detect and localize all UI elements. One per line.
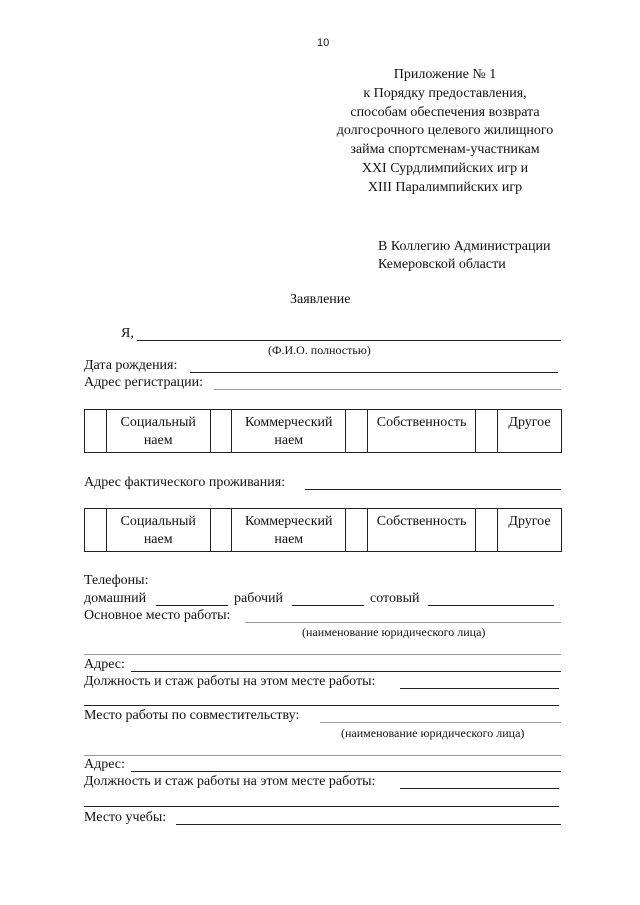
secondary-job-address-input-line[interactable]	[131, 771, 561, 772]
main-job-hint: (наименование юридического лица)	[302, 625, 486, 639]
home-phone-input-line[interactable]	[156, 605, 228, 606]
secondary-job-extra-line[interactable]	[84, 755, 561, 756]
fio-input-line[interactable]	[137, 340, 561, 341]
document-title: Заявление	[290, 292, 351, 307]
option-other	[498, 410, 562, 453]
checkbox-other[interactable]	[476, 509, 498, 552]
home-phone-label: домашний	[84, 591, 147, 606]
fio-hint: (Ф.И.О. полностью)	[268, 343, 371, 357]
main-job-label: Основное место работы:	[84, 608, 231, 623]
checkbox-other[interactable]	[476, 410, 498, 453]
checkbox-ownership[interactable]	[346, 509, 368, 552]
registration-housing-table	[84, 409, 562, 453]
secondary-job-position-input-line[interactable]	[400, 788, 559, 789]
checkbox-commercial-rent[interactable]	[210, 410, 232, 453]
appendix-line: Приложение № 1	[393, 67, 497, 82]
actual-housing-table	[84, 508, 562, 552]
addressee-block	[378, 238, 550, 274]
main-job-address-label: Адрес:	[84, 657, 125, 672]
secondary-job-position-extra-line[interactable]	[84, 806, 559, 807]
appendix-line: долгосрочного целевого жилищного	[336, 123, 554, 139]
addressee-line: Кемеровской области	[378, 257, 506, 272]
mobile-phone-label: сотовый	[370, 591, 420, 606]
checkbox-ownership[interactable]	[346, 410, 368, 453]
appendix-block	[300, 66, 590, 198]
checkbox-commercial-rent[interactable]	[210, 509, 232, 552]
appendix-line: XIII Паралимпийских игр	[367, 179, 523, 195]
phones-label: Телефоны:	[84, 573, 149, 588]
secondary-job-input-line[interactable]	[320, 722, 561, 723]
birth-date-input-line[interactable]	[190, 372, 558, 373]
main-job-input-line[interactable]	[245, 622, 561, 623]
option-label: Другое	[508, 415, 551, 430]
secondary-job-hint: (наименование юридического лица)	[341, 726, 525, 740]
main-job-position-label: Должность и стаж работы на этом месте работы:	[84, 674, 376, 689]
main-job-address-input-line[interactable]	[131, 671, 561, 672]
mobile-phone-input-line[interactable]	[428, 605, 554, 606]
option-label: Собственность	[376, 415, 467, 430]
actual-address-label: Адрес фактического проживания:	[84, 475, 286, 490]
appendix-line: способам обеспечения возврата	[350, 104, 540, 120]
option-other	[498, 509, 562, 552]
appendix-line: XXI Сурдлимпийских игр и	[361, 160, 529, 176]
secondary-job-label: Место работы по совместительству:	[84, 708, 300, 723]
secondary-job-address-label: Адрес:	[84, 757, 125, 772]
addressee-line: В Коллегию Администрации	[378, 239, 551, 254]
work-phone-input-line[interactable]	[292, 605, 364, 606]
option-label: Собственность	[376, 514, 467, 529]
study-place-label: Место учебы:	[84, 810, 167, 825]
page-number: 10	[317, 37, 330, 49]
birth-date-label: Дата рождения:	[84, 358, 178, 373]
option-social-rent	[106, 509, 210, 552]
option-label: Социальный наем	[120, 514, 196, 547]
option-label: Коммерческий наем	[244, 514, 333, 547]
main-job-position-input-line[interactable]	[400, 688, 559, 689]
checkbox-social-rent[interactable]	[85, 509, 107, 552]
option-label: Социальный наем	[120, 415, 196, 448]
registration-address-input-line[interactable]	[214, 389, 561, 390]
secondary-job-position-label: Должность и стаж работы на этом месте работы:	[84, 774, 376, 789]
study-place-input-line[interactable]	[176, 824, 561, 825]
actual-address-input-line[interactable]	[305, 489, 561, 490]
checkbox-social-rent[interactable]	[85, 410, 107, 453]
option-ownership	[368, 509, 476, 552]
i-label: Я,	[121, 326, 134, 341]
option-label: Коммерческий наем	[244, 415, 333, 448]
appendix-line: займа спортсменам-участникам	[350, 142, 540, 158]
main-job-position-extra-line[interactable]	[84, 705, 559, 706]
option-social-rent	[106, 410, 210, 453]
option-commercial-rent	[232, 509, 346, 552]
work-phone-label: рабочий	[234, 591, 283, 606]
main-job-extra-line[interactable]	[84, 654, 561, 655]
option-commercial-rent	[232, 410, 346, 453]
registration-address-label: Адрес регистрации:	[84, 375, 204, 390]
option-label: Другое	[508, 514, 551, 529]
appendix-line: к Порядку предоставления,	[363, 85, 527, 101]
option-ownership	[368, 410, 476, 453]
